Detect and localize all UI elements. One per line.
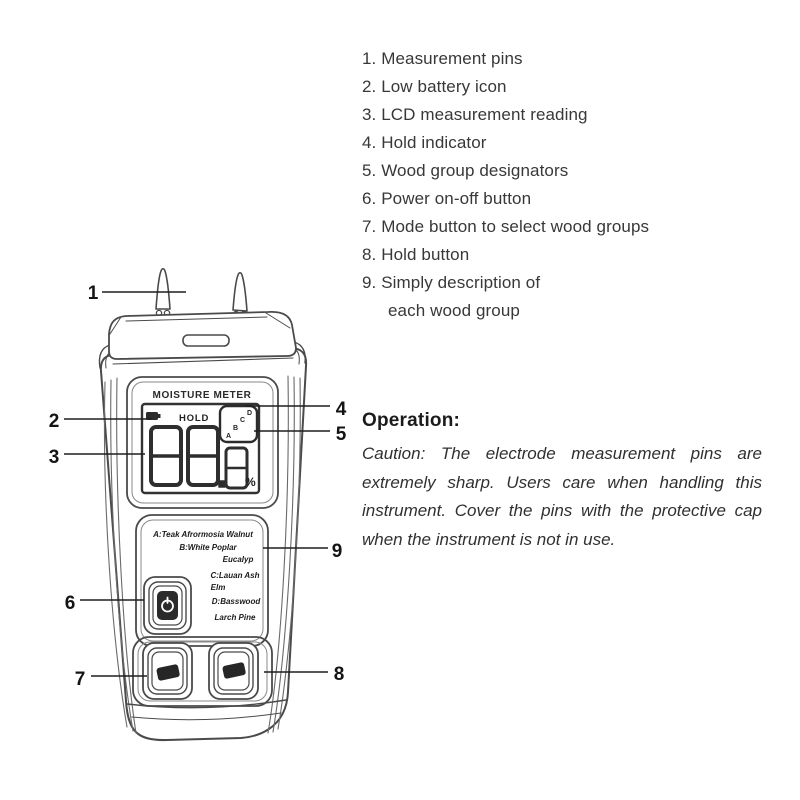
percent-unit: %: [245, 475, 256, 489]
callout-number: 7: [74, 669, 86, 690]
list-item: 5. Wood group designators: [362, 161, 569, 180]
list-item: 3. LCD measurement reading: [362, 105, 588, 124]
callout-number: 2: [48, 411, 60, 432]
list-item: 7. Mode button to select wood groups: [362, 217, 650, 236]
operation-caution-text: Caution: The electrode measurement pins are extremely sharp. Users care when handling this instrument. Cover the pins with the protective cap when the instrument is not in use.: [362, 444, 762, 549]
legend-line: B:White Poplar: [179, 543, 237, 552]
wood-group-letter: A: [226, 433, 232, 440]
wood-group-letter: B: [233, 425, 239, 432]
operation-heading: Operation:: [362, 410, 461, 431]
device-body: [99, 342, 306, 740]
wood-group-letter: C: [240, 417, 246, 424]
callout-number: 3: [48, 447, 60, 468]
legend-line: Larch Pine: [214, 613, 256, 622]
callout-number: 9: [331, 541, 343, 562]
decimal-point: [219, 481, 225, 487]
hold-button: [209, 643, 258, 699]
legend-line: A:Teak Afrormosia Walnut: [153, 530, 253, 539]
list-item: 9. Simply description of: [362, 273, 541, 292]
list-item: 8. Hold button: [362, 245, 470, 264]
callout-number: 1: [87, 283, 99, 304]
legend-line: D:Basswood: [211, 597, 261, 606]
callout-number: 5: [335, 424, 347, 445]
legend-line: Eucalyp: [222, 555, 254, 564]
measurement-pin-right: [233, 273, 247, 317]
legend-line: Elm: [210, 583, 226, 592]
legend-line: C:Lauan Ash: [210, 571, 260, 580]
callout-number: 4: [335, 399, 347, 420]
power-button: [144, 577, 191, 634]
list-item: 2. Low battery icon: [362, 77, 507, 96]
hold-indicator: HOLD: [179, 413, 210, 424]
callout-number: 8: [333, 664, 345, 685]
list-item: 1. Measurement pins: [362, 49, 523, 68]
list-item-continuation: each wood group: [388, 301, 520, 320]
list-item: 4. Hold indicator: [362, 133, 487, 152]
list-item: 6. Power on-off button: [362, 189, 532, 208]
wood-group-letter: D: [247, 410, 253, 417]
mode-button: [143, 643, 192, 699]
brand-label: MOISTURE METER: [152, 390, 252, 401]
callout-number: 6: [64, 593, 76, 614]
top-cap: [109, 312, 296, 364]
